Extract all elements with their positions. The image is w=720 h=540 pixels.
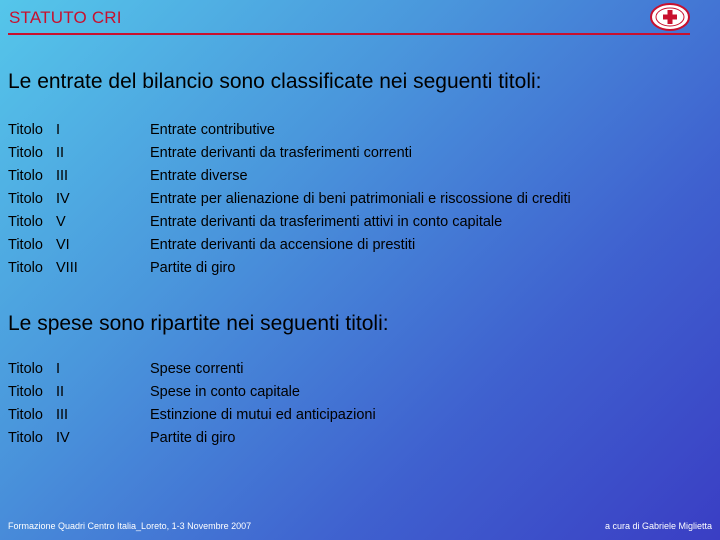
titolo-label: Titolo: [8, 145, 43, 161]
titolo-label: Titolo: [8, 361, 43, 377]
list-item: [8, 257, 571, 280]
titolo-description: Entrate diverse: [150, 168, 248, 184]
footer-author-text: a cura di Gabriele Miglietta: [604, 521, 712, 531]
red-cross-emblem-icon: [648, 2, 692, 32]
titolo-description: Entrate derivanti da trasferimenti correnti: [150, 145, 412, 161]
entrate-heading: Le entrate del bilancio sono classificate nei seguenti titoli:: [8, 70, 542, 93]
titolo-number: V: [56, 214, 66, 230]
titolo-description: Estinzione di mutui ed anticipazioni: [150, 407, 376, 423]
list-item: [8, 165, 571, 188]
titolo-description: Entrate contributive: [150, 122, 275, 138]
list-item: [8, 188, 571, 211]
titolo-label: Titolo: [8, 407, 43, 423]
titolo-number: II: [56, 145, 65, 161]
titolo-description: Entrate derivanti da accensione di prestiti: [150, 237, 416, 253]
footer-event-text: Formazione Quadri Centro Italia_Loreto, 1-3 Novembre 2007: [8, 521, 252, 531]
titolo-label: Titolo: [8, 191, 43, 207]
titolo-label: Titolo: [8, 168, 43, 184]
titolo-label: Titolo: [8, 122, 43, 138]
titolo-label: Titolo: [8, 214, 43, 230]
titolo-label: Titolo: [8, 384, 43, 400]
titolo-description: Entrate per alienazione di beni patrimoniali e riscossione di crediti: [150, 191, 571, 207]
titolo-description: Partite di giro: [150, 260, 236, 276]
titolo-number: I: [56, 361, 61, 377]
list-item: [8, 119, 571, 142]
spese-list: [8, 358, 376, 450]
list-item: [8, 211, 571, 234]
list-item: [8, 142, 571, 165]
titolo-description: Spese in conto capitale: [150, 384, 300, 400]
entrate-list: [8, 119, 571, 280]
list-item: [8, 234, 571, 257]
titolo-number: VIII: [56, 260, 78, 276]
header-divider: [8, 33, 690, 35]
list-item: [8, 358, 376, 381]
titolo-number: I: [56, 122, 61, 138]
titolo-label: Titolo: [8, 430, 43, 446]
titolo-number: III: [56, 407, 69, 423]
titolo-number: II: [56, 384, 65, 400]
titolo-description: Spese correnti: [150, 361, 244, 377]
list-item: [8, 427, 376, 450]
titolo-number: VI: [56, 237, 70, 253]
titolo-number: IV: [56, 191, 70, 207]
titolo-description: Partite di giro: [150, 430, 236, 446]
titolo-label: Titolo: [8, 237, 43, 253]
titolo-number: IV: [56, 430, 70, 446]
spese-heading: Le spese sono ripartite nei seguenti titoli:: [8, 312, 389, 335]
titolo-label: Titolo: [8, 260, 43, 276]
slide-title: STATUTO CRI: [9, 8, 122, 27]
list-item: [8, 381, 376, 404]
titolo-number: III: [56, 168, 69, 184]
list-item: [8, 404, 376, 427]
titolo-description: Entrate derivanti da trasferimenti attivi in conto capitale: [150, 214, 503, 230]
